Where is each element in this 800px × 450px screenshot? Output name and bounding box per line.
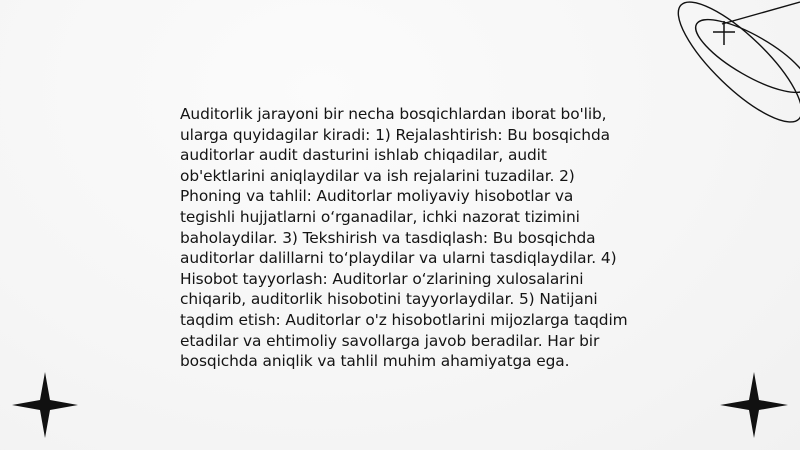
four-point-star-icon: [720, 372, 788, 438]
orbit-sparkle-icon: [660, 0, 800, 150]
slide-body-text: Auditorlik jarayoni bir necha bosqichlardan iborat bo'lib, ularga quyidagilar kiradi: 1) Rejalashtirish: Bu bosqichda auditorlar audit dasturini ishlab chiqadilar, audit ob'ektlarini aniqlaydilar va ish rejalarini tuzadilar. 2) Phoning va tahlil: Auditorlar moliyaviy hisobotlar va tegishli hujjatlarni o‘rganadilar, ichki nazorat tizimini baholaydilar. 3) Tekshirish va tasdiqlash: Bu bosqichda auditorlar dalillarni to‘playdilar va ularni tasdiqlaydilar. 4) Hisobot tayyorlash: Auditorlar o‘zlarining xulosalarini chiqarib, auditorlik hisobotini tayyorlaydilar. 5) Natijani taqdim etish: Auditorlar o'z hisobotlarini mijozlarga taqdim etadilar va ehtimoliy savollarga javob beradilar. Har bir bosqichda aniqlik va tahlil muhim ahamiyatga ega.: [180, 105, 628, 371]
four-point-star-icon: [12, 372, 78, 438]
